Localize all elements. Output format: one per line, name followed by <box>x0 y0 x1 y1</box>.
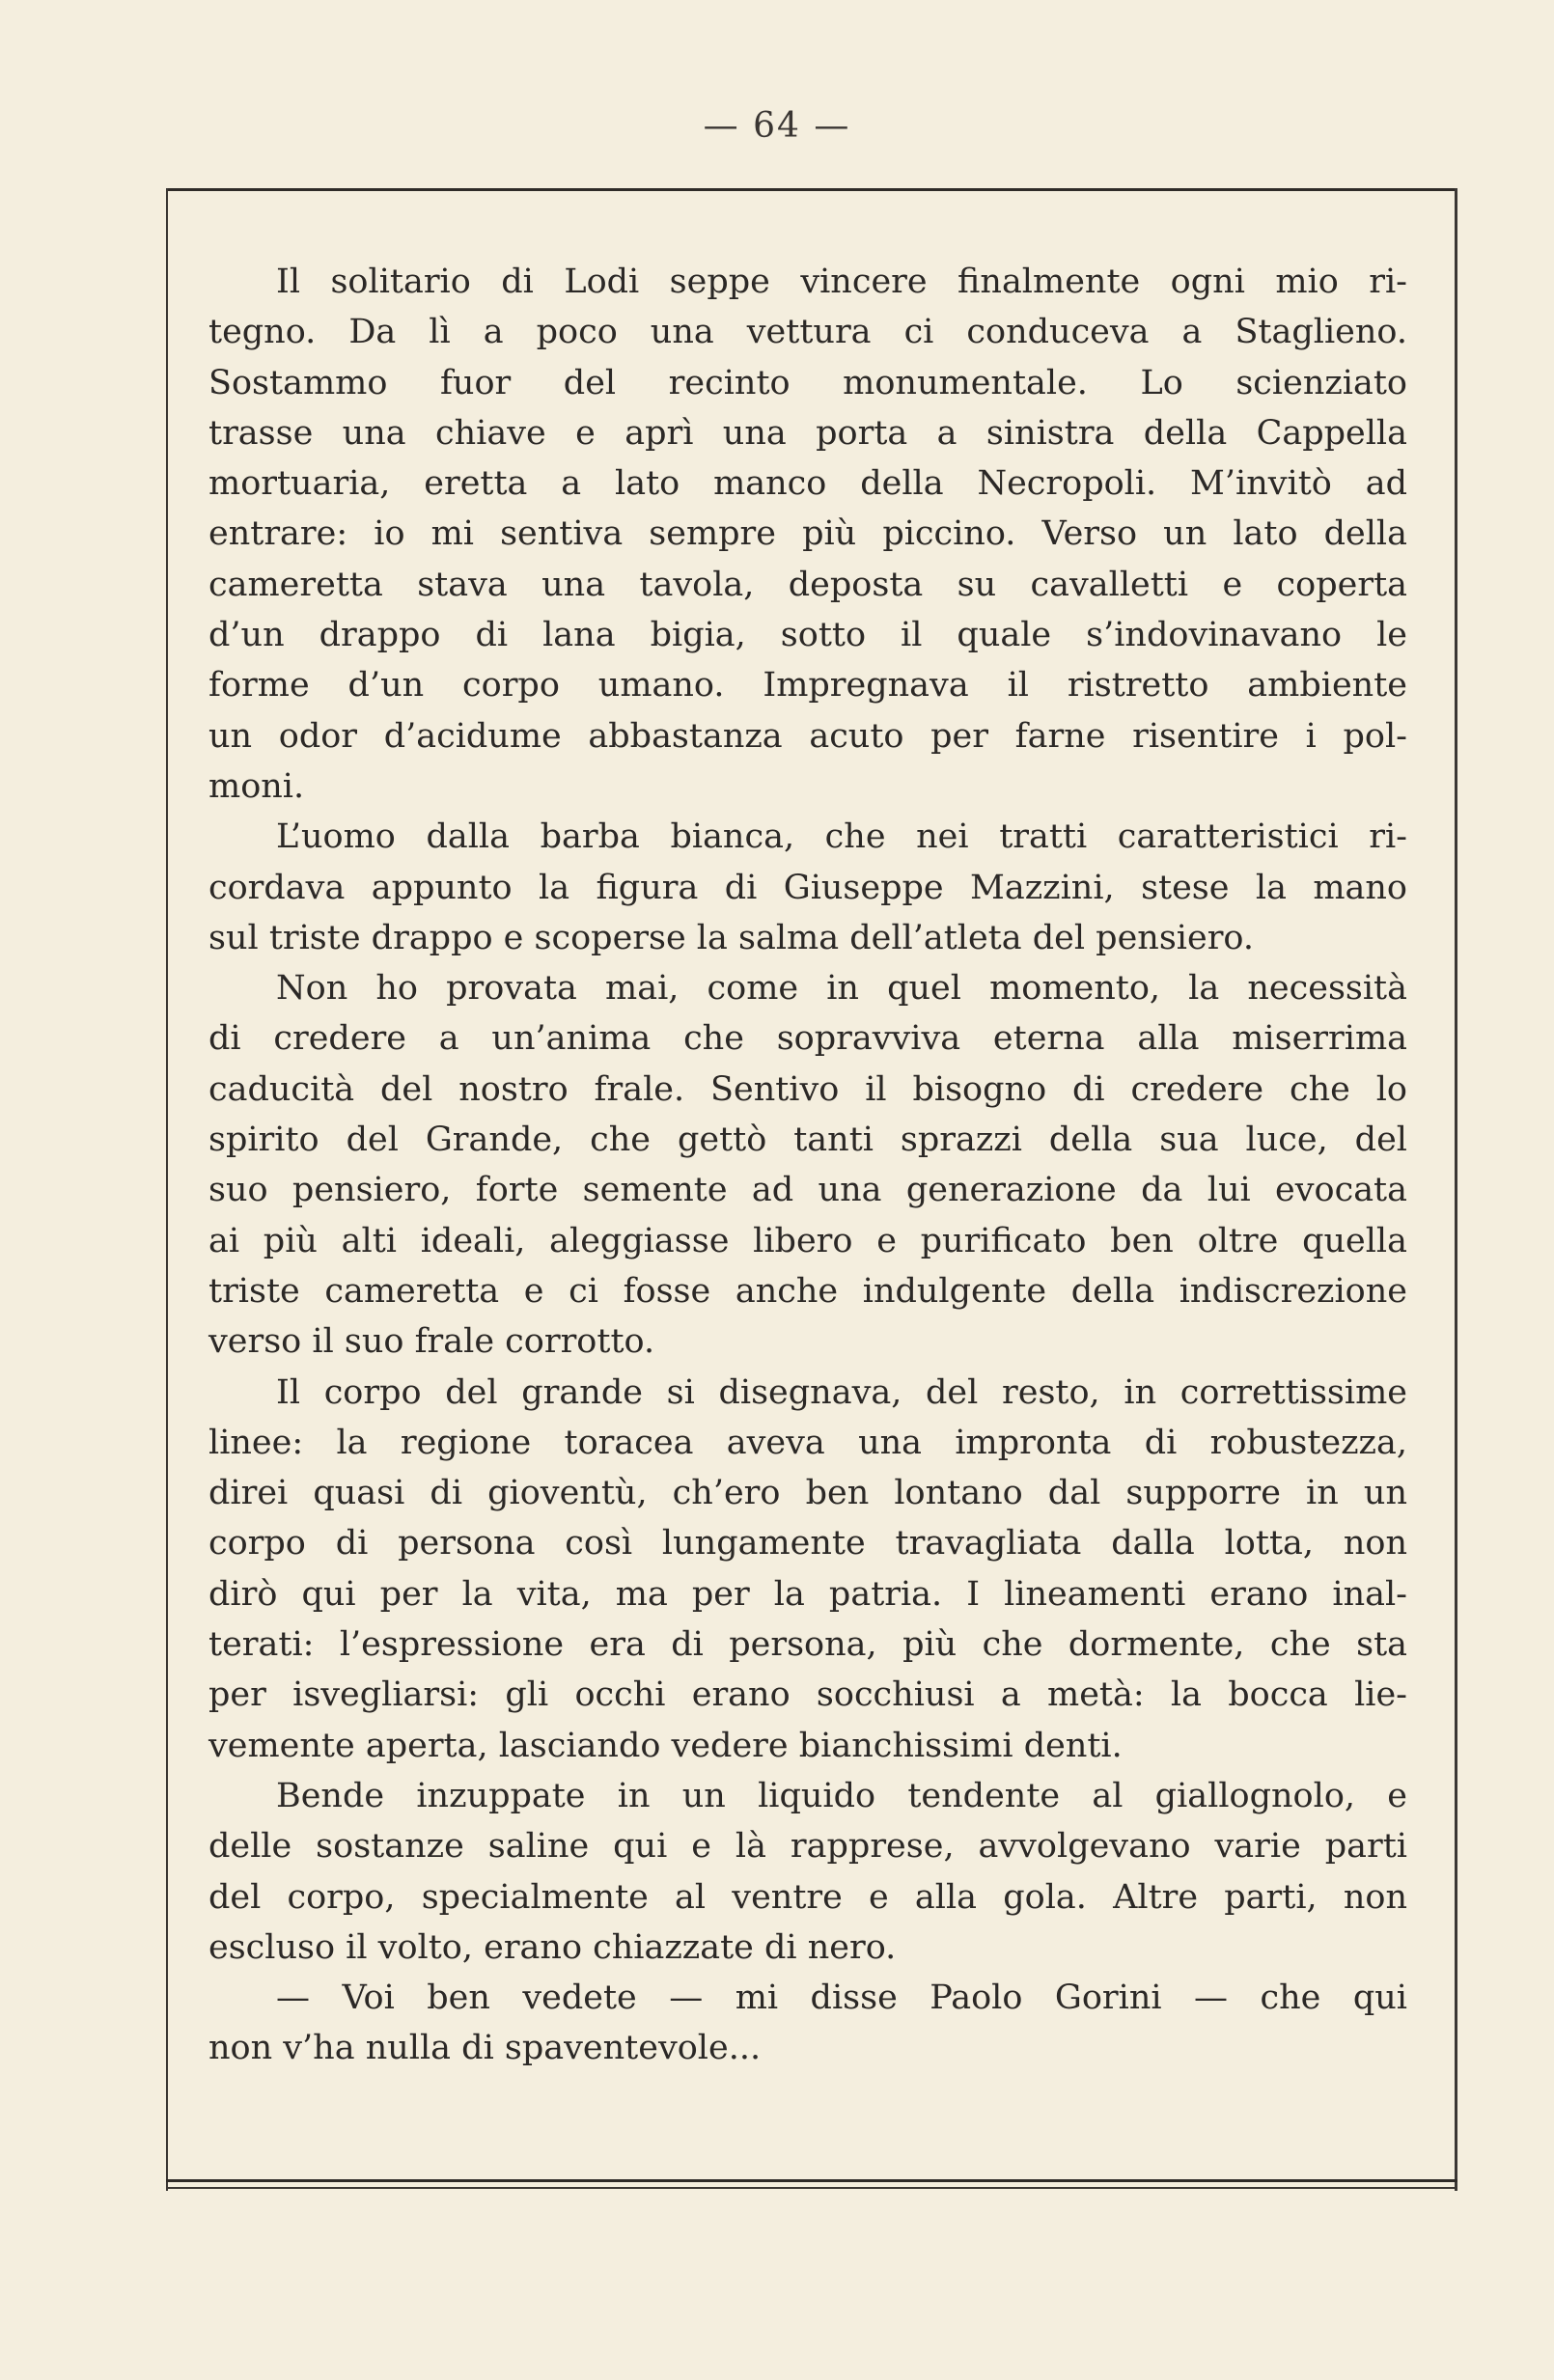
text-line: del corpo, specialmente al ventre e alla gola. Altre parti, non <box>208 1877 1407 1917</box>
text-line: — Voi ben vedete — mi disse Paolo Gorini — che qui <box>276 1979 1407 2018</box>
text-line: cordava appunto la figura di Giuseppe Mazzini, stese la mano <box>208 868 1407 907</box>
text-line: L’uomo dalla barba bianca, che nei tratti caratteristici ri- <box>276 817 1407 857</box>
paragraph <box>208 1771 1407 1973</box>
page-number: — 64 — <box>703 106 851 146</box>
text-line: escluso il volto, erano chiazzate di nero. <box>208 1927 897 1967</box>
text-line: forme d’un corpo umano. Impregnava il ristretto ambiente <box>208 666 1407 706</box>
bottom-rule <box>166 2179 1457 2182</box>
paragraph <box>208 1368 1407 1771</box>
text-line: sul triste drappo e scoperse la salma dell’atleta del pensiero. <box>208 918 1255 957</box>
text-line: caducità del nostro frale. Sentivo il bisogno di credere che lo <box>208 1069 1407 1109</box>
text-line: per isvegliarsi: gli occhi erano socchiusi a metà: la bocca lie- <box>208 1675 1407 1715</box>
paragraph <box>208 812 1407 963</box>
text-line: di credere a un’anima che sopravviva eterna alla miserrima <box>208 1019 1407 1059</box>
text-line: spirito del Grande, che gettò tanti sprazzi della sua luce, del <box>208 1121 1407 1160</box>
paragraph <box>208 1973 1407 2074</box>
text-line: delle sostanze saline qui e là rapprese, avvolgevano varie parti <box>208 1827 1407 1867</box>
text-line: dirò qui per la vita, ma per la patria. I lineamenti erano inal- <box>208 1574 1407 1614</box>
text-line: tegno. Da lì a poco una vettura ci conduceva a Staglieno. <box>208 313 1407 352</box>
text-line: Il solitario di Lodi seppe vincere finalmente ogni mio ri- <box>276 263 1407 301</box>
paragraph <box>208 257 1407 812</box>
text-line: vemente aperta, lasciando vedere bianchissimi denti. <box>208 1726 1123 1765</box>
paragraph <box>208 963 1407 1367</box>
text-line: non v’ha nulla di spaventevole... <box>208 2029 762 2068</box>
text-line: Il corpo del grande si disegnava, del resto, in correttissime <box>276 1372 1407 1412</box>
bottom-rule-double <box>166 2187 1457 2189</box>
text-line: Sostammo fuor del recinto monumentale. Lo scienziato <box>208 363 1407 402</box>
text-line: cameretta stava una tavola, deposta su cavalletti e coperta <box>208 565 1407 604</box>
text-line: triste cameretta e ci fosse anche indulgente della indiscrezione <box>208 1271 1407 1311</box>
text-line: linee: la regione toracea aveva una impronta di robustezza, <box>208 1423 1407 1462</box>
text-line: mortuaria, eretta a lato manco della Necropoli. M’invitò ad <box>208 464 1407 504</box>
text-line: Non ho provata mai, come in quel momento, la necessità <box>276 969 1407 1009</box>
body-text <box>208 257 1407 2074</box>
text-line: trasse una chiave e aprì una porta a sinistra della Cappella <box>208 413 1407 453</box>
text-line: d’un drappo di lana bigia, sotto il quale s’indovinavano le <box>208 616 1407 655</box>
text-line: direi quasi di gioventù, ch’ero ben lontano dal supporre in un <box>208 1474 1407 1513</box>
text-line: terati: l’espressione era di persona, più che dormente, che sta <box>208 1625 1407 1665</box>
text-line: entrare: io mi sentiva sempre più piccino. Verso un lato della <box>208 514 1407 554</box>
text-line: ai più alti ideali, aleggiasse libero e purificato ben oltre quella <box>208 1221 1407 1260</box>
text-line: corpo di persona così lungamente travagliata dalla lotta, non <box>208 1524 1407 1564</box>
text-line: verso il suo frale corrotto. <box>208 1322 655 1362</box>
text-line: suo pensiero, forte semente ad una generazione da lui evocata <box>208 1171 1407 1210</box>
text-line: moni. <box>208 766 305 806</box>
text-line: un odor d’acidume abbastanza acuto per farne risentire i pol- <box>208 716 1407 756</box>
text-line: Bende inzuppate in un liquido tendente al giallognolo, e <box>276 1776 1407 1815</box>
